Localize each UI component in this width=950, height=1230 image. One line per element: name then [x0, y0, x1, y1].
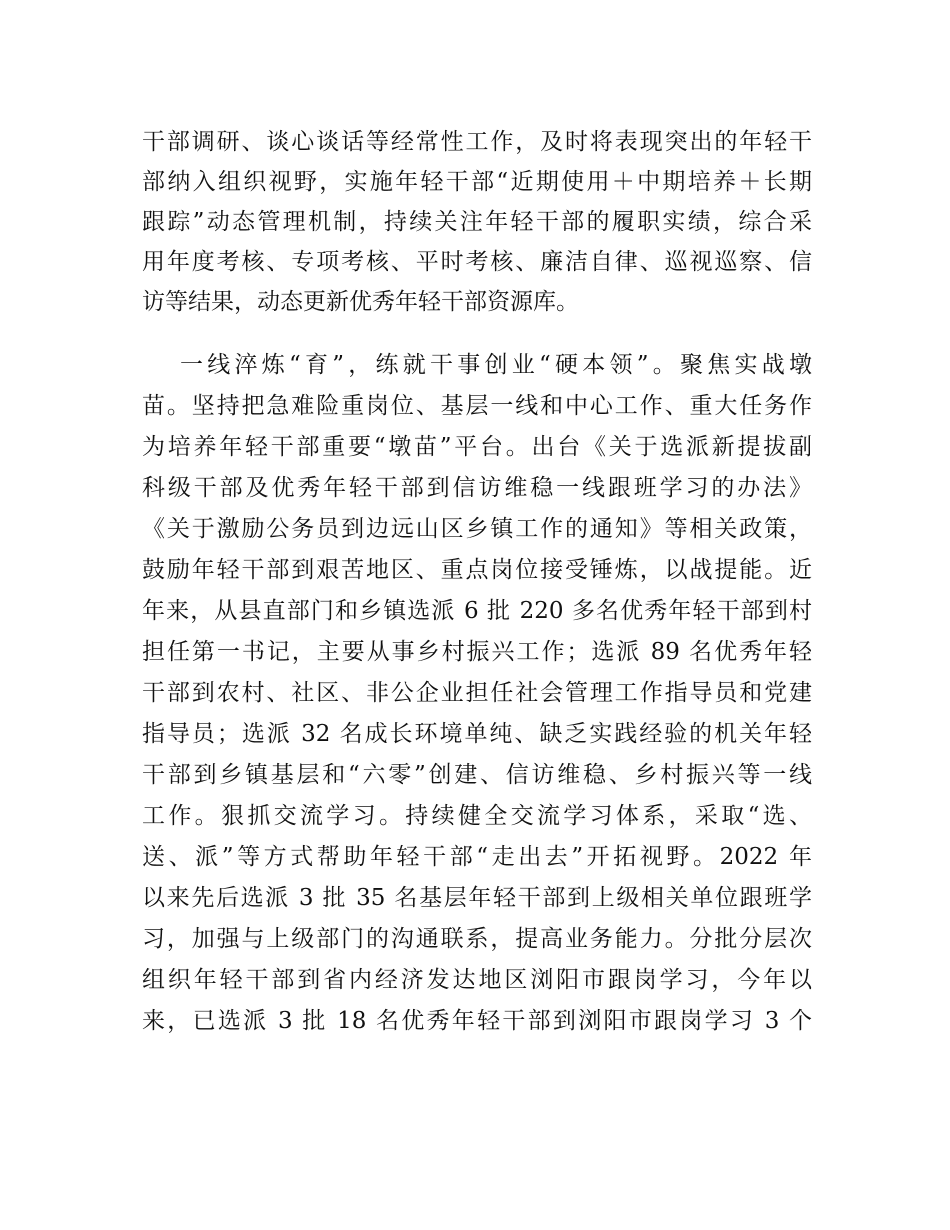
text-line: 为培养年轻干部重要“墩苗”平台。出台《关于选派新提拔副 [142, 434, 812, 460]
text-line: 来，已选派 3 批 18 名优秀年轻干部到浏阳市跟岗学习 3 个 [142, 1008, 812, 1034]
text-line: 鼓励年轻干部到艰苦地区、重点岗位接受锤炼，以战提能。近 [142, 557, 812, 583]
text-line: 组织年轻干部到省内经济发达地区浏阳市跟岗学习，今年以 [142, 967, 812, 993]
text-line: 科级干部及优秀年轻干部到信访维稳一线跟班学习的办法》 [142, 475, 812, 501]
text-line: 干部到农村、社区、非公企业担任社会管理工作指导员和党建 [142, 680, 812, 706]
text-line: 工作。狠抓交流学习。持续健全交流学习体系，采取“选、 [142, 803, 812, 829]
text-line: 干部调研、谈心谈话等经常性工作，及时将表现突出的年轻干 [142, 129, 812, 155]
text-line: 访等结果，动态更新优秀年轻干部资源库。 [142, 289, 579, 315]
text-line: 用年度考核、专项考核、平时考核、廉洁自律、巡视巡察、信 [142, 249, 812, 275]
text-line: 部纳入组织视野，实施年轻干部“近期使用＋中期培养＋长期 [142, 169, 812, 195]
text-line: 指导员；选派 32 名成长环境单纯、缺乏实践经验的机关年轻 [142, 721, 812, 747]
text-line: 年来，从县直部门和乡镇选派 6 批 220 多名优秀年轻干部到村 [142, 598, 812, 624]
text-line: 跟踪”动态管理机制，持续关注年轻干部的履职实绩，综合采 [142, 209, 812, 235]
text-line: 送、派”等方式帮助年轻干部“走出去”开拓视野。2022 年 [142, 844, 812, 870]
text-line: 以来先后选派 3 批 35 名基层年轻干部到上级相关单位跟班学 [142, 885, 812, 911]
text-line: 《关于激励公务员到边远山区乡镇工作的通知》等相关政策， [142, 516, 812, 542]
text-line: 一线淬炼“育”，练就干事创业“硬本领”。聚焦实战墩 [180, 352, 812, 378]
text-line: 苗。坚持把急难险重岗位、基层一线和中心工作、重大任务作 [142, 393, 812, 419]
text-line: 干部到乡镇基层和“六零”创建、信访维稳、乡村振兴等一线 [142, 762, 812, 788]
text-line: 担任第一书记，主要从事乡村振兴工作；选派 89 名优秀年轻 [142, 639, 812, 665]
text-line: 习，加强与上级部门的沟通联系，提高业务能力。分批分层次 [142, 926, 812, 952]
